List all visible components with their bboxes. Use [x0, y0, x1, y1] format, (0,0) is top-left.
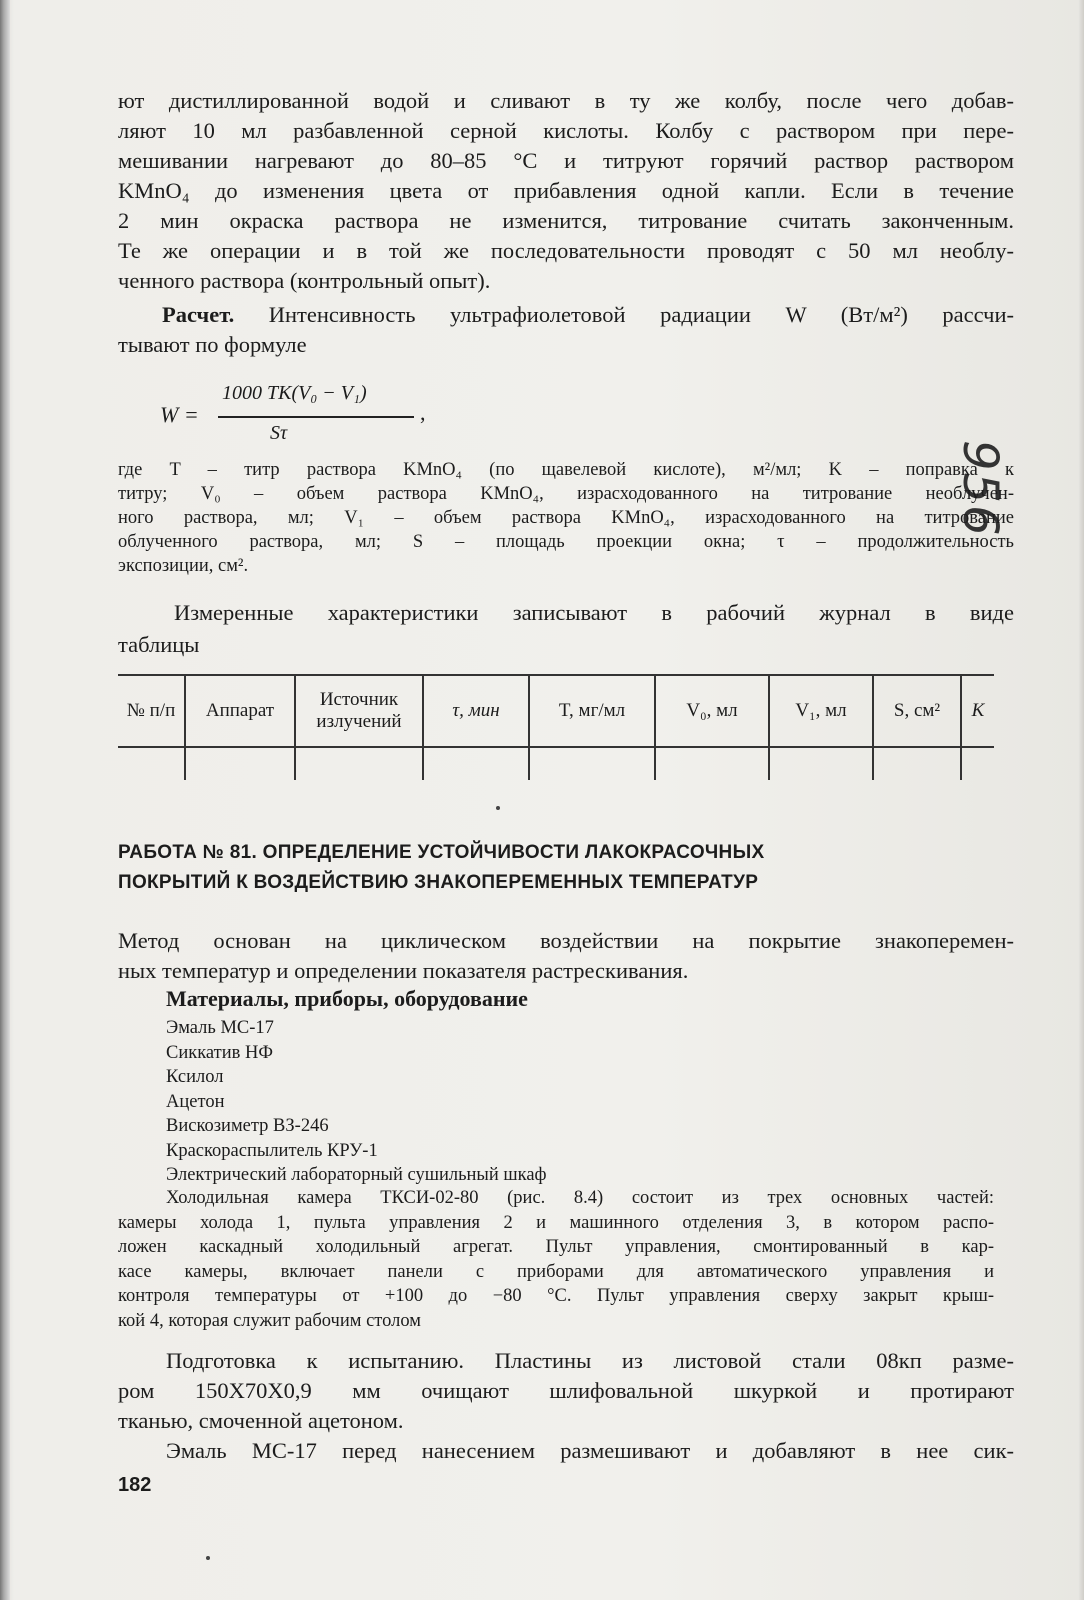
- text-line: Метод основан на циклическом воздействии на покрытие знакоперемен-: [118, 928, 1014, 953]
- table-cell: [529, 747, 655, 780]
- text-line: мешивании нагревают до 80–85 °C и титруют горячий раствор раствором: [118, 148, 1014, 173]
- header-cell-titer: T, мг/мл: [529, 675, 655, 747]
- text-line: ных температур и определении показателя растрескивания.: [118, 958, 689, 983]
- paragraph-titration: [118, 86, 1014, 296]
- handwritten-page-note: 956: [952, 440, 1008, 538]
- journal-table: [118, 674, 994, 780]
- paragraph-calculation: [118, 300, 1014, 330]
- scan-speck: [496, 806, 500, 810]
- calc-line-1-text: Интенсивность ультрафиолетовой радиации W (Вт/м²) рассчи-: [268, 302, 1015, 327]
- table-cell: [295, 747, 423, 780]
- text-line: титру; V₀ – объем раствора KMnO₄, израсходованного на титрование необлучен-: [118, 484, 1014, 504]
- header-cell-area: S, см²: [873, 675, 961, 747]
- text-line: камеры холода 1, пульта управления 2 и машинного отделения 3, в котором распо-: [118, 1212, 994, 1233]
- text-line: ром 150Х70Х0,9 мм очищают шлифовальной шкуркой и протирают: [118, 1378, 1014, 1403]
- paragraph-chamber: [118, 1186, 994, 1333]
- text-line: ченного раствора (контрольный опыт).: [118, 268, 491, 293]
- text-line: кой 4, которая служит рабочим столом: [118, 1310, 421, 1331]
- paragraph-journal-cont: [118, 630, 1014, 660]
- formula-lhs: W =: [160, 402, 199, 427]
- calc-line-1: [162, 300, 1014, 330]
- paragraph-preparation-cont: [118, 1376, 1014, 1436]
- list-item: Электрический лабораторный сушильный шкаф: [166, 1165, 547, 1185]
- formula-numerator: 1000 TK(V₀ − V₁): [222, 382, 367, 404]
- text-line: Эмаль МС-17 перед нанесением размешивают и добавляют в нее сик-: [166, 1438, 1014, 1463]
- list-item: Ацетон: [166, 1091, 225, 1112]
- text-line: Измеренные характеристики записывают в рабочий журнал в виде: [174, 600, 1014, 625]
- text-line: экспозиции, см².: [118, 556, 249, 576]
- text-line: Холодильная камера ТКСИ-02-80 (рис. 8.4) состоит из трех основных частей:: [166, 1188, 994, 1208]
- list-item: Эмаль МС-17: [166, 1018, 274, 1038]
- table-header-row: [118, 675, 994, 747]
- text-line: облученного раствора, мл; S – площадь проекции окна; τ – продолжительность: [118, 532, 1014, 552]
- table-cell: [185, 747, 295, 780]
- text-line: KMnO₄ до изменения цвета от прибавления одной капли. Если в течение: [118, 178, 1014, 203]
- fraction-bar: [218, 416, 414, 418]
- table-cell: [118, 747, 185, 780]
- text-line: контроля температуры от +100 до −80 °C. Пульт управления сверху закрыт крыш-: [118, 1286, 994, 1306]
- book-spine-shadow: [0, 0, 10, 1600]
- page-number: 182: [118, 1474, 152, 1496]
- header-cell-number: № п/п: [118, 675, 185, 747]
- list-item: Сиккатив НФ: [166, 1042, 273, 1063]
- calc-lead: Расчет.: [162, 302, 235, 327]
- table-cell: [873, 747, 961, 780]
- header-cell-apparatus: Аппарат: [185, 675, 295, 747]
- list-item: Краскораспылитель КРУ-1: [166, 1140, 378, 1161]
- formula-comma: ,: [420, 400, 426, 425]
- text-line: Те же операции и в той же последовательности проводят с 50 мл необлу-: [118, 238, 1014, 263]
- materials-title: Материалы, приборы, оборудование: [166, 986, 528, 1011]
- list-item: Вискозиметр ВЗ-246: [166, 1116, 329, 1136]
- header-cell-v0: V₀, мл: [655, 675, 769, 747]
- table-cell: [769, 747, 873, 780]
- materials-list: [166, 1016, 547, 1188]
- paragraph-enamel: [118, 1436, 1014, 1466]
- text-line: тканью, смоченной ацетоном.: [118, 1408, 404, 1433]
- paragraph-journal: [118, 598, 1014, 628]
- scan-speck: [206, 1556, 210, 1560]
- paragraph-variables: [118, 458, 1014, 578]
- text-line: таблицы: [118, 632, 200, 657]
- header-cell-v1: V₁, мл: [769, 675, 873, 747]
- page-edge-shadow: [1078, 0, 1084, 1600]
- text-line: ного раствора, мл; V₁ – объем раствора KMnO₄, израсходованного на титрование: [118, 508, 1014, 528]
- table-cell: [423, 747, 529, 780]
- section-heading: [118, 838, 998, 898]
- text-line: ют дистиллированной водой и сливают в ту же колбу, после чего добав-: [118, 88, 1014, 113]
- text-line: где T – титр раствора KMnO₄ (по щавелевой кислоте), м²/мл; K – поправка к: [118, 460, 1014, 480]
- table-cell: [961, 747, 994, 780]
- text-line: ляют 10 мл разбавленной серной кислоты. Колбу с раствором при пере-: [118, 118, 1014, 143]
- text-line: 2 мин окраска раствора не изменится, титрование считать законченным.: [118, 208, 1014, 233]
- table-cell: [655, 747, 769, 780]
- paragraph-preparation: [118, 1346, 1014, 1376]
- section-heading-line-1: РАБОТА № 81. ОПРЕДЕЛЕНИЕ УСТОЙЧИВОСТИ ЛАКОКРАСОЧНЫХ: [118, 842, 765, 863]
- paragraph-method: [118, 926, 1014, 986]
- text-line: касе камеры, включает панели с приборами для автоматического управления и: [118, 1261, 994, 1282]
- list-item: Ксилол: [166, 1067, 224, 1087]
- header-cell-k: K: [961, 675, 994, 747]
- formula-denominator: Sτ: [270, 422, 288, 444]
- section-heading-line-2: ПОКРЫТИЙ К ВОЗДЕЙСТВИЮ ЗНАКОПЕРЕМЕННЫХ ТЕМПЕРАТУР: [118, 872, 759, 893]
- text-line: ложен каскадный холодильный агрегат. Пульт управления, смонтированный в кар-: [118, 1237, 994, 1257]
- text-line: тывают по формуле: [118, 332, 307, 357]
- text-line: Подготовка к испытанию. Пластины из листовой стали 08кп разме-: [166, 1348, 1014, 1373]
- header-cell-source: Источник излучений: [295, 675, 423, 747]
- table-row: [118, 747, 994, 780]
- paragraph-calculation-cont: [118, 330, 1014, 360]
- header-cell-tau: τ, мин: [423, 675, 529, 747]
